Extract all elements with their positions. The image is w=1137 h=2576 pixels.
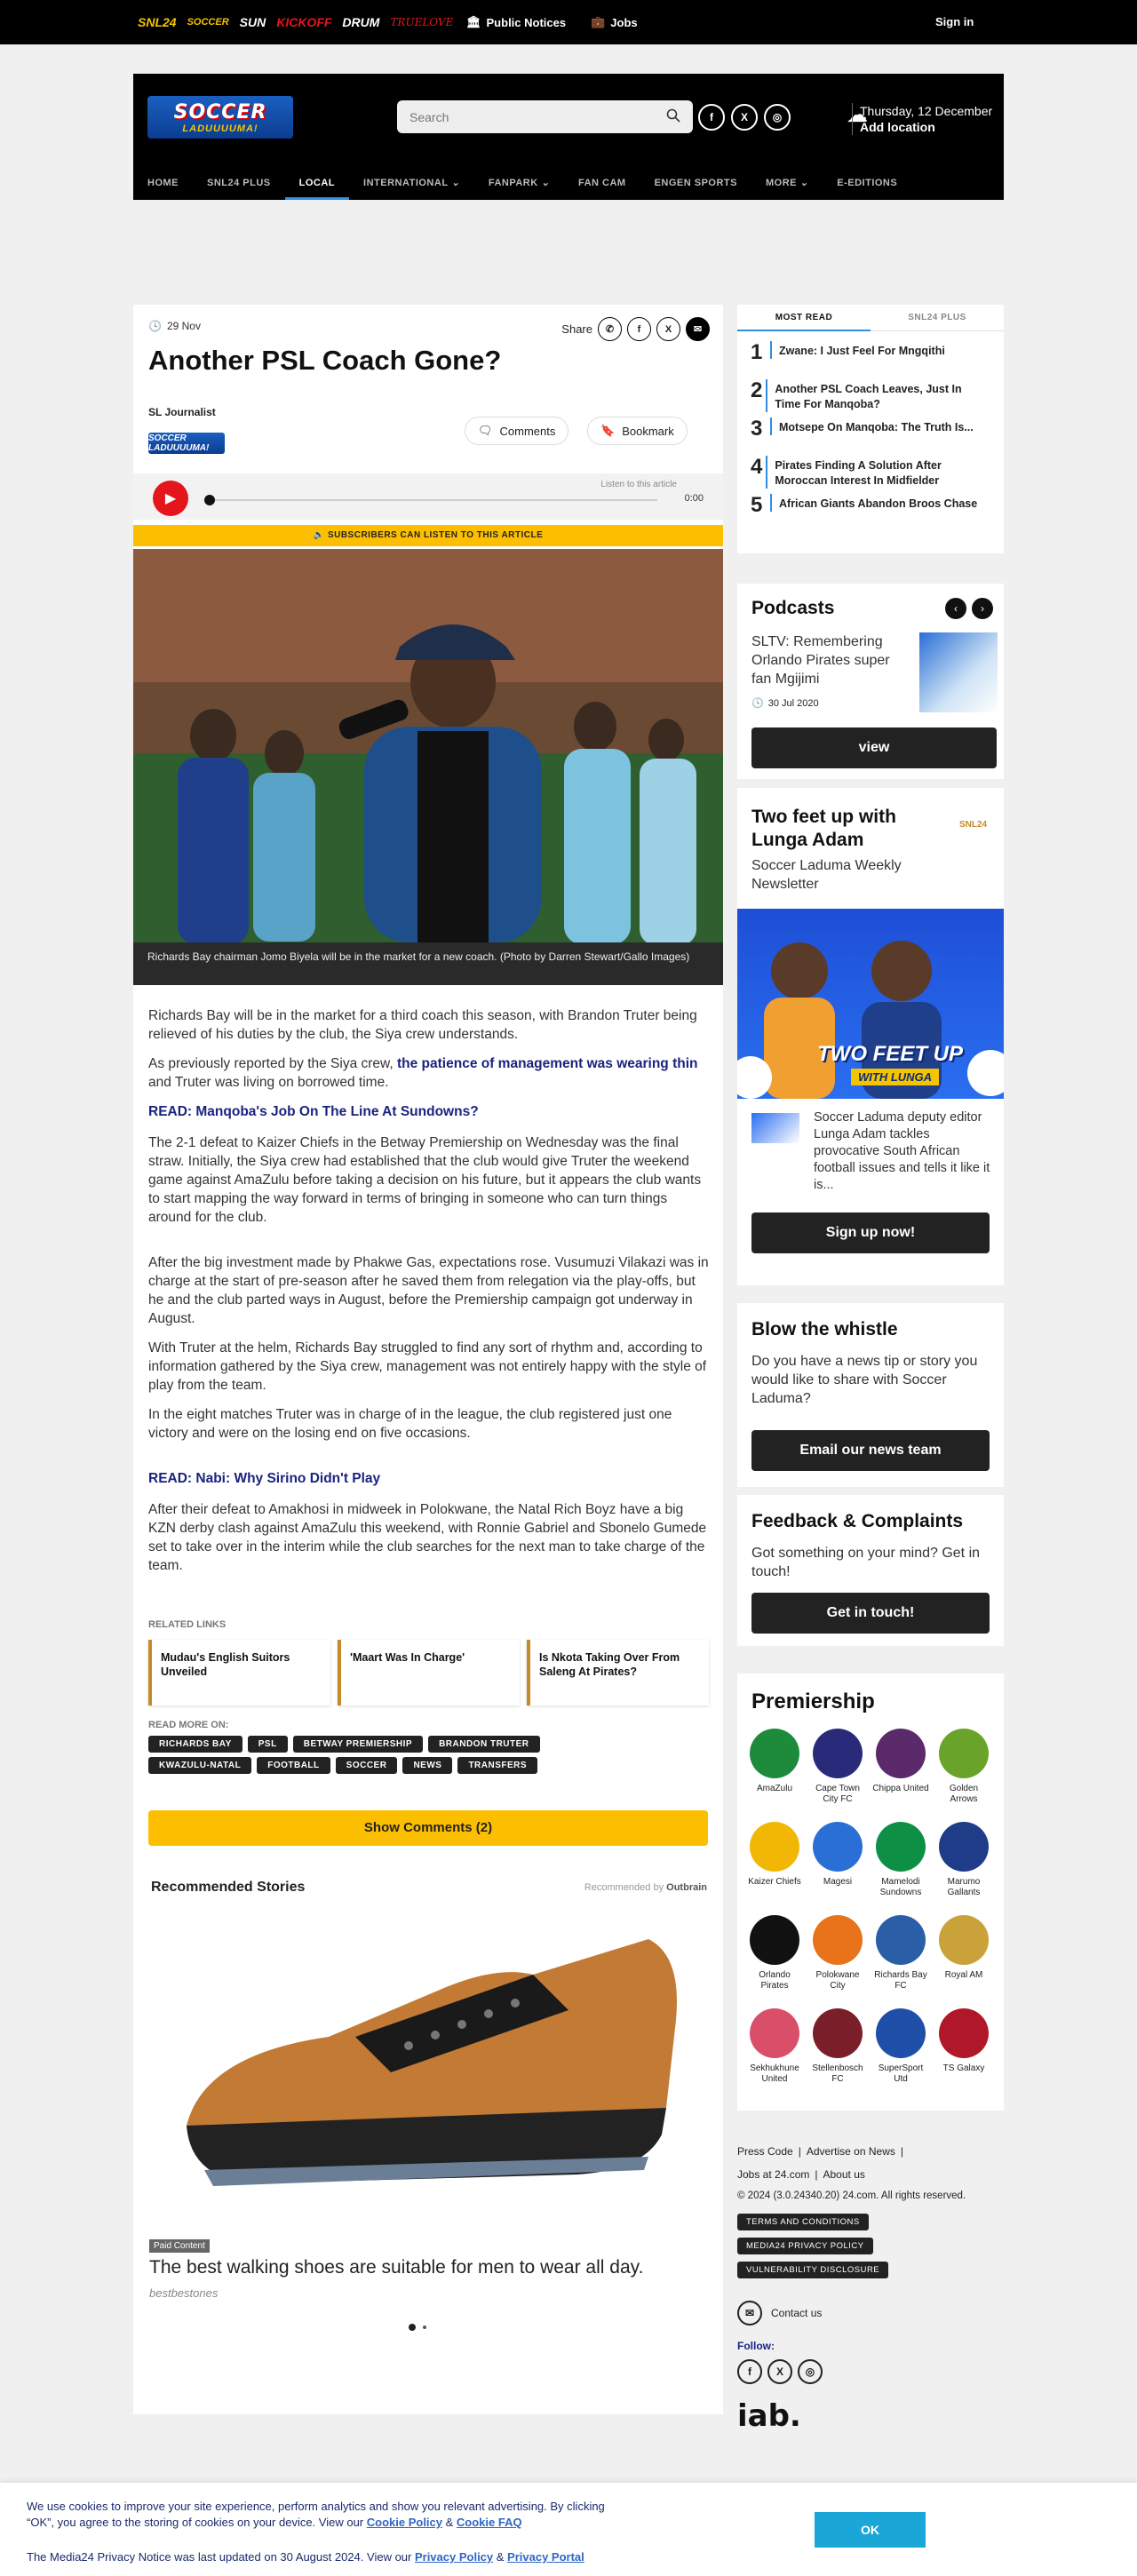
show-comments-button[interactable]: Show Comments (2) <box>148 1810 708 1846</box>
nav-international-label: INTERNATIONAL <box>363 178 449 188</box>
whistle-title: Blow the whistle <box>751 1319 898 1340</box>
tab-most-read[interactable]: MOST READ <box>737 305 871 331</box>
weather-icon[interactable]: ☁ <box>847 103 868 127</box>
bookmark-label: Bookmark <box>622 424 674 438</box>
club-polokwane-city[interactable] <box>809 1915 866 1992</box>
nav-home[interactable]: HOME <box>147 178 179 188</box>
x-icon[interactable]: X <box>767 2359 792 2384</box>
paragraph: Richards Bay will be in the market for a third coach this season, with Brandon Truter being relieved of his duties by the club, the Siya crew understands. <box>148 1008 697 1042</box>
facebook-icon[interactable]: f <box>627 317 651 341</box>
copyright: © 2024 (3.0.24340.20) 24.com. All rights reserved. <box>737 2190 966 2201</box>
footer-link[interactable]: Jobs at 24.com <box>737 2168 810 2181</box>
club-royal-am[interactable] <box>935 1915 992 1981</box>
recommended-source: bestbestones <box>149 2286 219 2300</box>
public-notices-link[interactable] <box>466 15 566 29</box>
tag[interactable]: PSL <box>248 1736 288 1753</box>
cookie-text <box>27 2499 613 2531</box>
club-name: Mamelodi Sundowns <box>879 1877 922 1897</box>
facebook-icon[interactable]: f <box>698 104 725 131</box>
tag[interactable]: NEWS <box>402 1757 452 1774</box>
separator: | <box>900 2145 903 2158</box>
club-crest <box>813 2008 863 2058</box>
club-chippa-united[interactable] <box>872 1729 929 1794</box>
cookie-message: We use cookies to improve your site experience, perform analytics and show you relevant advertising. By clicking “OK”, you agree to the storing of cookies on your device. View our <box>27 2500 605 2529</box>
chevron-left-icon[interactable]: ‹ <box>945 598 966 619</box>
recommended-image[interactable] <box>151 1904 705 2223</box>
read-more-label: READ MORE ON: <box>148 1720 229 1730</box>
briefcase-icon: 💼 <box>591 15 606 28</box>
top-bar <box>0 0 1137 44</box>
building-icon: 🏛 <box>466 15 481 28</box>
club-crest <box>813 1729 863 1778</box>
paragraph: In the eight matches Truter was in charge of in the league, the club registered just one victory and were on the losing end on five occasions. <box>148 1407 672 1441</box>
search-input[interactable] <box>397 100 693 133</box>
brand-drum[interactable]: DRUM <box>342 15 380 29</box>
club-crest <box>750 1822 799 1872</box>
club-mamelodi-sundowns[interactable] <box>872 1822 929 1898</box>
club-name: AmaZulu <box>756 1784 792 1793</box>
share-bar <box>561 317 710 341</box>
contact-us-link[interactable] <box>737 2301 822 2326</box>
club-name: Marumo Gallants <box>947 1877 981 1897</box>
email-icon: ✉ <box>737 2301 762 2326</box>
comment-icon: 🗨 <box>478 424 493 437</box>
tag[interactable]: TRANSFERS <box>457 1757 537 1774</box>
clock-icon: 🕓 <box>751 698 764 709</box>
club-name: Royal AM <box>944 1970 983 1980</box>
podcast-thumbnail[interactable] <box>919 632 998 712</box>
article-body <box>148 1006 710 1586</box>
newsletter-title: Two feet up with Lunga Adam <box>751 807 896 850</box>
instagram-icon[interactable]: ◎ <box>798 2359 823 2384</box>
club-name: Magesi <box>823 1877 853 1887</box>
comments-button[interactable] <box>465 417 568 445</box>
paragraph: With Truter at the helm, Richards Bay struggled to find any sort of rhythm and, according to information gathered by the Siya crew, management was not entirely happy with the style of play from the team. <box>148 1340 707 1393</box>
most-read-widget <box>737 305 1004 553</box>
search-icon[interactable] <box>666 108 680 125</box>
nav-fanpark-label: FANPARK <box>488 178 538 188</box>
public-notices-label: Public Notices <box>486 15 567 29</box>
whatsapp-icon[interactable]: ✆ <box>598 317 622 341</box>
paid-content-badge: Paid Content <box>149 2239 210 2253</box>
privacy-portal-link[interactable]: Privacy Portal <box>507 2550 584 2564</box>
newsletter-description: Soccer Laduma deputy editor Lunga Adam tackles provocative South African football issues and tells it like it is... <box>814 1110 990 1192</box>
club-marumo-gallants[interactable] <box>935 1822 992 1898</box>
subscribers-banner[interactable] <box>133 525 723 546</box>
audio-track[interactable] <box>204 499 657 501</box>
instagram-icon[interactable]: ◎ <box>764 104 791 131</box>
audio-scrubber[interactable] <box>204 495 215 505</box>
footer-links <box>737 2143 933 2183</box>
sign-in-link[interactable]: Sign in <box>935 15 974 28</box>
vulnerability-link[interactable]: VULNERABILITY DISCLOSURE <box>737 2262 888 2278</box>
most-read-title: African Giants Abandon Broos Chase <box>770 494 977 512</box>
club-sekhukhune-united[interactable] <box>746 2008 803 2085</box>
rank-number: 5 <box>751 493 763 517</box>
footer-link[interactable]: Advertise on News <box>806 2145 895 2158</box>
jobs-link[interactable] <box>591 15 638 29</box>
outbrain-logo: Outbrain <box>666 1882 707 1893</box>
tag[interactable]: SOCCER <box>336 1757 398 1774</box>
bookmark-icon: 🔖 <box>600 424 616 437</box>
separator: | <box>798 2145 801 2158</box>
x-icon[interactable]: X <box>656 317 680 341</box>
club-amazulu[interactable] <box>746 1729 803 1794</box>
club-kaizer-chiefs[interactable] <box>746 1822 803 1888</box>
chevron-down-icon: ⌄ <box>541 178 550 188</box>
paragraph-text: and Truter was living on borrowed time. <box>148 1075 389 1090</box>
club-orlando-pirates[interactable] <box>746 1915 803 1992</box>
recommended-by-label: Recommended by <box>584 1882 664 1893</box>
tag[interactable]: KWAZULU-NATAL <box>148 1757 251 1774</box>
iab-logo: iab. <box>737 2398 801 2434</box>
paragraph-text: As previously reported by the Siya crew, <box>148 1056 397 1071</box>
nav-more[interactable] <box>751 171 823 200</box>
club-name: Golden Arrows <box>949 1784 979 1804</box>
club-supersport-utd[interactable] <box>872 2008 929 2085</box>
club-golden-arrows[interactable] <box>935 1729 992 1805</box>
current-date: Thursday, 12 December <box>860 104 993 118</box>
audio-player <box>133 473 723 520</box>
feedback-text: Got something on your mind? Get in touch! <box>751 1546 981 1579</box>
article-title: Another PSL Coach Gone? <box>148 345 502 376</box>
inline-link[interactable]: the patience of management was wearing thin <box>397 1056 698 1071</box>
carousel-dots[interactable] <box>409 2324 426 2331</box>
club-name: Cape Town City FC <box>815 1784 860 1804</box>
premiership-widget <box>737 1674 1004 2111</box>
most-read-title: Zwane: I Just Feel For Mngqithi <box>770 341 945 359</box>
chevron-right-icon[interactable]: › <box>972 598 993 619</box>
cookie-ok-button[interactable]: OK <box>815 2512 926 2548</box>
rank-number: 4 <box>751 455 763 479</box>
feedback-title: Feedback & Complaints <box>751 1511 964 1531</box>
newsletter-subtitle: Soccer Laduma Weekly Newsletter <box>751 858 902 892</box>
most-read-item[interactable] <box>751 379 990 408</box>
most-read-title: Motsepe On Manqoba: The Truth Is... <box>770 417 974 435</box>
privacy-policy-link[interactable]: Privacy Policy <box>414 2550 494 2564</box>
club-name: Orlando Pirates <box>759 1970 791 1991</box>
tag[interactable]: BRANDON TRUTER <box>428 1736 539 1753</box>
club-name: Kaizer Chiefs <box>748 1877 801 1887</box>
brand-kickoff[interactable]: KICKOFF <box>276 15 332 29</box>
club-name: Sekhukhune United <box>750 2063 799 2084</box>
social-links <box>698 104 791 131</box>
ampersand: & <box>442 2516 457 2529</box>
most-read-item[interactable] <box>751 341 990 370</box>
club-crest <box>813 1822 863 1872</box>
comments-label: Comments <box>499 424 556 438</box>
nav-local[interactable]: LOCAL <box>285 171 349 200</box>
club-magesi[interactable] <box>809 1822 866 1888</box>
podcasts-title: Podcasts <box>751 598 835 618</box>
author-logo: SOCCER LADUUUUMA! <box>148 433 225 454</box>
snl24-badge: SNL24 <box>959 820 988 830</box>
related-links-label: RELATED LINKS <box>148 1619 227 1630</box>
audio-time: 0:00 <box>684 493 704 504</box>
author-name[interactable]: SL Journalist <box>148 406 216 418</box>
club-cape-town-city-fc[interactable] <box>809 1729 866 1805</box>
podcasts-widget <box>737 584 1004 779</box>
contact-label: Contact us <box>771 2307 823 2319</box>
nav-international[interactable] <box>349 171 474 200</box>
paragraph <box>148 1054 710 1092</box>
most-read-title: Another PSL Coach Leaves, Just In Time For Manqoba? <box>766 379 990 412</box>
rank-number: 1 <box>751 340 763 364</box>
club-name: TS Galaxy <box>942 2063 985 2073</box>
newsletter-widget <box>737 788 1004 1285</box>
carousel-dot-active[interactable] <box>409 2324 416 2331</box>
club-crest <box>876 1822 926 1872</box>
premiership-title: Premiership <box>751 1690 875 1713</box>
soccer-laduma-logo[interactable] <box>147 96 293 139</box>
add-location-link[interactable]: Add location <box>860 120 935 134</box>
privacy-notice <box>27 2549 584 2565</box>
most-read-item[interactable] <box>751 455 990 487</box>
separator: | <box>815 2168 818 2181</box>
club-crest <box>876 1915 926 1965</box>
privacy-message: The Media24 Privacy Notice was last updated on 30 August 2024. View our <box>27 2550 415 2564</box>
newsletter-thumbnail <box>751 1113 799 1143</box>
feedback-widget <box>737 1495 1004 1646</box>
footer-link[interactable]: About us <box>823 2168 865 2181</box>
subscribers-text: SUBSCRIBERS CAN LISTEN TO THIS ARTICLE <box>327 530 544 540</box>
recommended-story-title[interactable]: The best walking shoes are suitable for men to wear all day. <box>149 2257 644 2278</box>
club-name: Polokwane City <box>815 1970 860 1991</box>
site-header <box>133 74 1004 200</box>
recommended-title: Recommended Stories <box>151 1880 306 1895</box>
club-crest <box>750 2008 799 2058</box>
paragraph: After their defeat to Amakhosi in midweek in Polokwane, the Natal Rich Boyz have a big KZN derby clash against AmaZulu this weekend, with Ronnie Gabriel and Sbonelo Gumede set to take over in the interim while the club searches for the next man to take charge of the team. <box>148 1502 707 1573</box>
nav-more-label: MORE <box>765 178 797 188</box>
club-stellenbosch-fc[interactable] <box>809 2008 866 2085</box>
most-read-item[interactable] <box>751 417 990 446</box>
get-in-touch-button[interactable]: Get in touch! <box>751 1593 990 1634</box>
paragraph: After the big investment made by Phakwe Gas, expectations rose. Vusumuzi Vilakazi was in charge at the start of pre-season after he saved them from relegation via the play-offs, but he and the club parted ways in August, before the Premiership campaign got underway in August. <box>148 1255 709 1326</box>
brand-links <box>138 15 453 29</box>
club-crest <box>813 1915 863 1965</box>
podcast-date-row <box>751 697 819 709</box>
club-crest <box>939 1822 989 1872</box>
club-name: Chippa United <box>872 1784 929 1793</box>
date-location <box>852 103 992 135</box>
club-crest <box>750 1915 799 1965</box>
cookie-policy-link[interactable]: Cookie Policy <box>366 2516 442 2529</box>
listen-label: Listen to this article <box>600 480 677 489</box>
cookie-faq-link[interactable]: Cookie FAQ <box>456 2516 522 2529</box>
banner-title: TWO FEET UP <box>817 1042 963 1066</box>
related-link[interactable]: Mudau's English Suitors Unveiled <box>148 1640 330 1705</box>
logo-top: SOCCER <box>173 100 267 123</box>
tag[interactable]: FOOTBALL <box>257 1757 330 1774</box>
podcast-view-button[interactable]: view <box>751 727 997 768</box>
article-date: 29 Nov <box>166 320 201 332</box>
speaker-icon: 🔈 <box>313 530 325 540</box>
carousel-dot[interactable] <box>423 2326 426 2329</box>
tag[interactable]: BETWAY PREMIERSHIP <box>293 1736 423 1753</box>
nav-e-editions[interactable]: E-EDITIONS <box>837 178 898 188</box>
share-label: Share <box>561 322 592 336</box>
whistle-text: Do you have a news tip or story you would like to share with Soccer Laduma? <box>751 1354 978 1406</box>
article <box>133 305 723 2414</box>
photo-caption: Richards Bay chairman Jomo Biyela will be in the market for a new coach. (Photo by Darren Stewart/Gallo Images) <box>133 942 723 985</box>
club-crest <box>876 1729 926 1778</box>
terms-link[interactable]: TERMS AND CONDITIONS <box>737 2214 869 2230</box>
read-link[interactable]: READ: Manqoba's Job On The Line At Sundowns? <box>148 1104 479 1119</box>
privacy-link[interactable]: MEDIA24 PRIVACY POLICY <box>737 2238 873 2254</box>
brand-soccer[interactable]: SOCCER <box>187 17 229 28</box>
most-read-title: Pirates Finding A Solution After Moroccan Interest In Midfielder <box>766 456 990 489</box>
chevron-down-icon: ⌄ <box>451 178 460 188</box>
paragraph: The 2-1 defeat to Kaizer Chiefs in the Betway Premiership on Wednesday was the final straw. Initially, the Siya crew had established that the club would give Truter the weekend game against AmaZulu before taking a decision on his future, but it appears the club wants to start mapping the way forward in terms of bringing in someone who can turn things around for the club. <box>148 1135 702 1225</box>
rank-number: 2 <box>751 378 763 402</box>
article-meta <box>148 320 201 332</box>
nav-fan-cam[interactable]: FAN CAM <box>577 178 626 188</box>
nav-snl24-plus[interactable]: SNL24 PLUS <box>207 178 271 188</box>
related-link[interactable]: Is Nkota Taking Over From Saleng At Pirates? <box>527 1640 709 1705</box>
sign-up-button[interactable]: Sign up now! <box>751 1212 990 1253</box>
most-read-item[interactable] <box>751 494 990 522</box>
podcast-item-title[interactable]: SLTV: Remembering Orlando Pirates super fan Mgijimi <box>751 634 890 687</box>
brand-truelove[interactable]: TRUELOVE <box>390 16 454 28</box>
play-icon[interactable]: ▶ <box>153 481 188 516</box>
footer-link[interactable]: Press Code <box>737 2145 793 2158</box>
nav-engen-sports[interactable]: ENGEN SPORTS <box>654 178 737 188</box>
jobs-label: Jobs <box>610 15 638 29</box>
club-name: Stellenbosch FC <box>812 2063 863 2084</box>
club-crest <box>939 1915 989 1965</box>
follow-label: Follow: <box>737 2340 775 2352</box>
club-name: SuperSport Utd <box>878 2063 924 2084</box>
podcast-date: 30 Jul 2020 <box>767 697 819 709</box>
newsletter-banner[interactable] <box>737 909 1004 1099</box>
rank-number: 3 <box>751 417 763 441</box>
nav-fanpark[interactable] <box>474 171 564 200</box>
brand-snl24[interactable]: SNL24 <box>138 15 177 29</box>
read-link[interactable]: READ: Nabi: Why Sirino Didn't Play <box>148 1471 381 1486</box>
related-link[interactable]: 'Maart Was In Charge' <box>338 1640 520 1705</box>
whistle-widget <box>737 1303 1004 1487</box>
email-news-team-button[interactable]: Email our news team <box>751 1430 990 1471</box>
outbrain-credit[interactable] <box>584 1882 707 1893</box>
email-icon[interactable]: ✉ <box>686 317 710 341</box>
cookie-banner <box>0 2483 1137 2576</box>
club-crest <box>939 1729 989 1778</box>
banner-subtitle: WITH LUNGA <box>851 1069 939 1085</box>
chevron-down-icon: ⌄ <box>799 178 809 188</box>
tab-snl24-plus[interactable]: SNL24 PLUS <box>871 305 1004 331</box>
footer-social <box>737 2359 823 2384</box>
club-richards-bay-fc[interactable] <box>872 1915 929 1992</box>
bookmark-button[interactable] <box>587 417 688 445</box>
tag[interactable]: RICHARDS BAY <box>148 1736 243 1753</box>
club-crest <box>750 1729 799 1778</box>
x-icon[interactable]: X <box>731 104 758 131</box>
club-crest <box>876 2008 926 2058</box>
article-photo <box>133 549 723 942</box>
main-nav <box>133 171 1004 200</box>
footer-tags <box>737 2214 888 2278</box>
club-ts-galaxy[interactable] <box>935 2008 992 2074</box>
club-crest <box>939 2008 989 2058</box>
search-placeholder: Search <box>409 109 449 124</box>
logo-bottom: LADUUUUMA! <box>182 123 258 134</box>
facebook-icon[interactable]: f <box>737 2359 762 2384</box>
clock-icon: 🕓 <box>148 320 162 332</box>
brand-sun[interactable]: SUN <box>239 15 266 29</box>
club-name: Richards Bay FC <box>874 1970 927 1991</box>
ampersand: & <box>493 2550 508 2564</box>
tag-list <box>148 1736 628 1774</box>
